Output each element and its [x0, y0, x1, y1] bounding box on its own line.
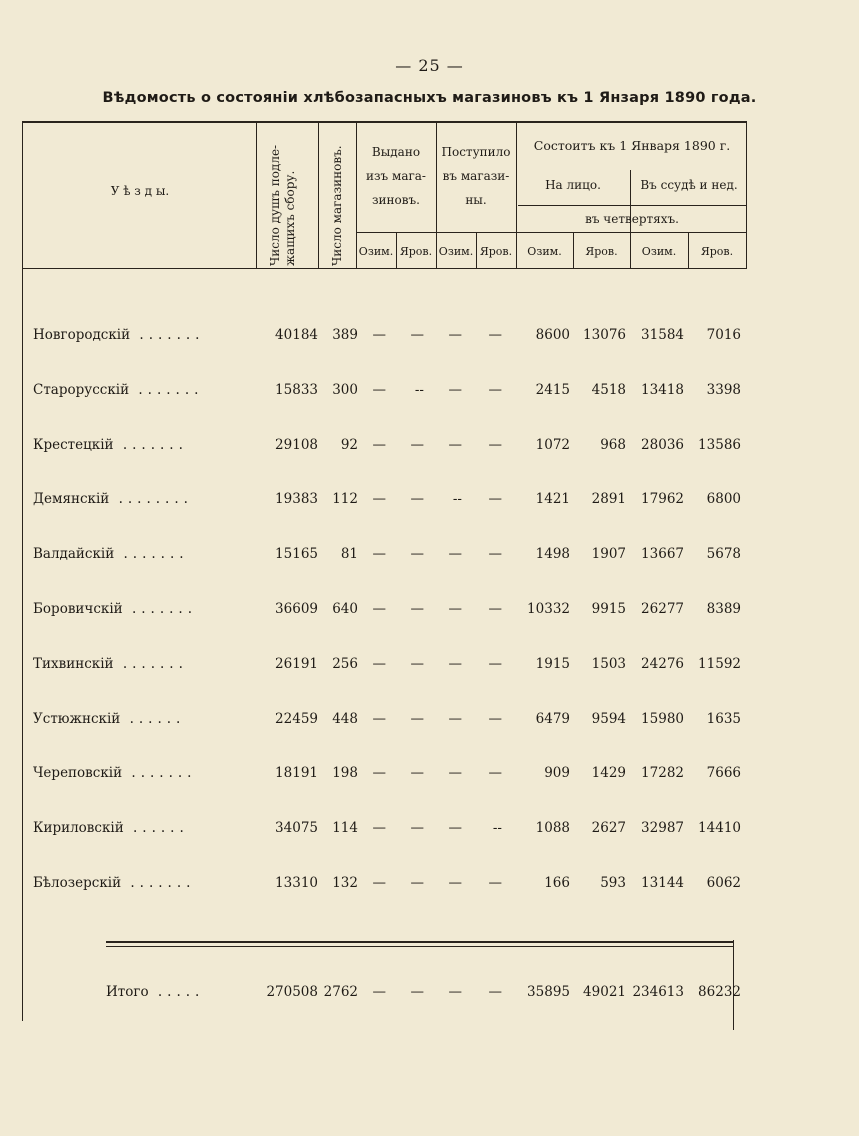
cell-post-yarov: — [488, 875, 502, 891]
cell-ss-yarov: 1635 [706, 710, 741, 727]
header-vyd-ozim: Озим. [358, 245, 394, 258]
row-leader-dots: ....... [114, 546, 189, 563]
cell-dushi: 36609 [275, 601, 318, 617]
cell-post-ozim: — [448, 327, 462, 343]
row-leader-dots: ...... [123, 820, 189, 837]
cell-vyd-ozim: — [372, 601, 386, 617]
cell-nal-yarov: 13076 [583, 327, 626, 343]
cell-nal-ozim: 10332 [527, 601, 570, 617]
row-leader-dots: ....... [113, 436, 188, 453]
cell-nal-ozim: 8600 [535, 327, 570, 343]
page-number: — 25 — [395, 56, 464, 75]
cell-dushi: 19383 [275, 491, 318, 508]
row-name-text: Итого [106, 984, 149, 1000]
header-uezdy: У ѣ з д ы. [110, 184, 170, 198]
cell-magaziny: 114 [332, 820, 358, 837]
cell-dushi: 34075 [275, 820, 318, 837]
cell-nal-yarov: 593 [600, 875, 626, 891]
cell-magaziny: 112 [332, 491, 358, 508]
cell-nal-ozim: 6479 [535, 710, 570, 727]
row-name [33, 382, 253, 398]
cell-vyd-ozim: — [372, 491, 386, 508]
cell-vyd-yarov: — [410, 327, 424, 343]
cell-ss-ozim: 17962 [641, 491, 684, 508]
cell-ss-yarov: 3398 [706, 381, 741, 398]
row-name [33, 546, 253, 562]
subheader-divider [518, 205, 746, 206]
cell-vyd-yarov: — [410, 875, 424, 891]
row-name [33, 765, 253, 781]
cell-post-yarov: — [488, 601, 502, 617]
header-ss-yarov: Яров. [700, 245, 734, 258]
header-nal-yarov: Яров. [585, 245, 618, 258]
row-name [33, 437, 253, 453]
cell-ss-ozim: 15980 [641, 710, 684, 727]
total-rule-2 [106, 946, 734, 947]
cell-nal-yarov: 968 [600, 436, 626, 453]
cell-post-ozim: -- [452, 491, 462, 508]
cell-ss-ozim: 32987 [641, 820, 684, 837]
cell-ss-ozim: 26277 [641, 601, 684, 617]
cell-ss-yarov: 86232 [698, 984, 741, 1000]
row-leader-dots: ...... [120, 710, 186, 727]
cell-post-yarov: -- [492, 820, 502, 837]
header-sostoit: Состоитъ къ 1 Января 1890 г. [533, 138, 731, 153]
cell-dushi: 15165 [275, 546, 318, 563]
cell-vyd-yarov: -- [414, 381, 424, 398]
cell-vyd-yarov: — [410, 655, 424, 672]
cell-ss-yarov: 6800 [706, 491, 741, 508]
row-name-text: Валдайскій [33, 546, 115, 563]
cell-post-ozim: — [448, 601, 462, 617]
row-name [33, 820, 253, 836]
cell-ss-yarov: 8389 [706, 601, 741, 617]
header-v-chetvertyakh: въ четвертяхъ. [585, 212, 679, 226]
cell-nal-ozim: 35895 [527, 984, 570, 1000]
header-ss-ozim: Озим. [641, 245, 677, 258]
cell-magaziny: 640 [332, 601, 358, 617]
row-name-text: Крестецкій [33, 436, 114, 453]
header-post-yarov: Яров. [479, 245, 513, 258]
row-leader-dots: ....... [129, 381, 204, 398]
cell-nal-yarov: 9594 [591, 710, 626, 727]
cell-ss-yarov: 5678 [706, 546, 741, 563]
cell-post-ozim: — [448, 381, 462, 398]
header-dushi-line1: Число душъ подле- [268, 144, 282, 266]
cell-nal-yarov: 4518 [591, 381, 626, 398]
cell-vyd-ozim: — [372, 327, 386, 343]
cell-nal-yarov: 2891 [591, 491, 626, 508]
cell-vyd-yarov: — [410, 601, 424, 617]
header-vyd-yarov: Яров. [399, 245, 433, 258]
row-leader-dots: ..... [148, 984, 205, 1000]
cell-nal-ozim: 1072 [535, 436, 570, 453]
cell-vyd-ozim: — [372, 710, 386, 727]
header-nal-ozim: Озим. [527, 245, 562, 258]
cell-dushi: 15833 [275, 381, 318, 398]
cell-ss-yarov: 13586 [698, 436, 741, 453]
cell-nal-ozim: 1421 [535, 491, 570, 508]
cell-magaziny: 132 [332, 875, 358, 891]
cell-magaziny: 2762 [323, 984, 358, 1000]
cell-ss-ozim: 13667 [641, 546, 684, 563]
cell-post-ozim: — [448, 820, 462, 837]
row-name-text: Новгородскій [33, 327, 131, 343]
cell-magaziny: 300 [332, 381, 358, 398]
cell-dushi: 18191 [275, 765, 318, 782]
row-name [33, 656, 253, 672]
cell-ss-yarov: 7666 [706, 765, 741, 782]
header-post-ozim: Озим. [438, 245, 474, 258]
total-rule-1 [106, 941, 734, 943]
cell-post-ozim: — [448, 655, 462, 672]
cell-vyd-yarov: — [410, 491, 424, 508]
cell-ss-ozim: 17282 [641, 765, 684, 782]
cell-vyd-yarov: — [410, 546, 424, 563]
row-name-text: Устюжнскій [33, 710, 121, 727]
cell-vyd-yarov: — [410, 820, 424, 837]
col-divider [256, 121, 257, 268]
row-name-text: Кириловскій [33, 820, 124, 837]
cell-vyd-ozim: — [372, 655, 386, 672]
cell-vyd-ozim: — [372, 984, 386, 1000]
cell-post-yarov: — [488, 765, 502, 782]
row-name-text: Бѣлозерскій [33, 875, 122, 891]
cell-ss-ozim: 28036 [641, 436, 684, 453]
cell-dushi: 40184 [275, 327, 318, 343]
cell-vyd-ozim: — [372, 765, 386, 782]
cell-dushi: 270508 [266, 984, 318, 1000]
cell-ss-ozim: 13418 [641, 381, 684, 398]
cell-magaziny: 198 [332, 765, 358, 782]
cell-ss-yarov: 14410 [698, 820, 741, 837]
cell-dushi: 29108 [275, 436, 318, 453]
cell-nal-yarov: 49021 [583, 984, 626, 1000]
cell-magaziny: 448 [332, 710, 358, 727]
cell-dushi: 13310 [275, 875, 318, 891]
cell-post-yarov: — [488, 546, 502, 563]
row-name-text: Старорусскій [33, 381, 130, 398]
cell-vyd-ozim: — [372, 436, 386, 453]
row-leader-dots: ....... [122, 765, 197, 782]
header-magaziny: Число магазиновъ. [330, 145, 344, 266]
cell-vyd-ozim: — [372, 546, 386, 563]
cell-nal-ozim: 166 [544, 875, 570, 891]
cell-nal-yarov: 2627 [591, 820, 626, 837]
cell-post-yarov: — [488, 491, 502, 508]
row-name-text: Тихвинскій [33, 655, 114, 672]
cell-ss-ozim: 234613 [632, 984, 684, 1000]
cell-post-yarov: — [488, 436, 502, 453]
cell-post-ozim: — [448, 710, 462, 727]
cell-magaziny: 92 [340, 436, 358, 453]
cell-magaziny: 389 [332, 327, 358, 343]
cell-nal-yarov: 1429 [591, 765, 626, 782]
cell-nal-ozim: 2415 [535, 381, 570, 398]
cell-nal-ozim: 1088 [535, 820, 570, 837]
header-bottom-border [22, 268, 747, 269]
cell-magaziny: 81 [340, 546, 358, 563]
cell-vyd-ozim: — [372, 820, 386, 837]
cell-ss-ozim: 31584 [641, 327, 684, 343]
cell-ss-yarov: 6062 [706, 875, 741, 891]
row-name [33, 491, 253, 507]
cell-post-yarov: — [488, 710, 502, 727]
cell-dushi: 26191 [275, 655, 318, 672]
header-dushi [268, 145, 298, 266]
cell-ss-yarov: 7016 [706, 327, 741, 343]
cell-post-ozim: — [448, 984, 462, 1000]
row-leader-dots: ........ [109, 491, 193, 508]
cell-vyd-ozim: — [372, 875, 386, 891]
cell-post-ozim: — [448, 436, 462, 453]
cell-dushi: 22459 [275, 710, 318, 727]
cell-nal-yarov: 1503 [591, 655, 626, 672]
cell-post-ozim: — [448, 765, 462, 782]
cell-post-yarov: — [488, 984, 502, 1000]
row-name-text: Череповскій [33, 765, 123, 782]
cell-post-ozim: — [448, 875, 462, 891]
header-dushi-line2: жащихъ сбору. [283, 170, 297, 266]
cell-vyd-yarov: — [410, 765, 424, 782]
cell-nal-yarov: 1907 [591, 546, 626, 563]
cell-vyd-ozim: — [372, 381, 386, 398]
header-na-litso: На лицо. [545, 178, 601, 192]
cell-nal-ozim: 909 [544, 765, 570, 782]
header-v-ssude: Въ ссудѣ и нед. [640, 178, 738, 192]
row-name [33, 875, 253, 891]
cell-vyd-yarov: — [410, 710, 424, 727]
cell-ss-ozim: 13144 [641, 875, 684, 891]
row-name-text: Демянскій [33, 491, 110, 508]
cell-vyd-yarov: — [410, 436, 424, 453]
cell-ss-yarov: 11592 [698, 655, 741, 672]
cell-nal-ozim: 1915 [535, 655, 570, 672]
header-postupilo: Поступило въ магази- ны. [441, 145, 511, 207]
row-leader-dots: ....... [130, 327, 205, 343]
cell-ss-ozim: 24276 [641, 655, 684, 672]
row-leader-dots: ....... [113, 655, 188, 672]
cell-post-yarov: — [488, 327, 502, 343]
cell-nal-yarov: 9915 [591, 601, 626, 617]
row-name-text: Боровичскій [33, 601, 123, 617]
row-leader-dots: ....... [122, 601, 197, 617]
table-top-border [22, 121, 747, 123]
row-name [33, 711, 253, 727]
row-leader-dots: ....... [121, 875, 196, 891]
cell-post-yarov: — [488, 381, 502, 398]
table-left-border [22, 121, 23, 1021]
cell-magaziny: 256 [332, 655, 358, 672]
header-vydano: Выдано изъ мага- зиновъ. [366, 145, 426, 207]
row-name [33, 327, 253, 343]
cell-post-yarov: — [488, 655, 502, 672]
cell-vyd-yarov: — [410, 984, 424, 1000]
page-title: Вѣдомость о состояніи хлѣбозапасныхъ магазиновъ къ 1 Янзаря 1890 года. [102, 90, 757, 106]
col-divider [318, 121, 319, 268]
row-name [33, 601, 253, 617]
cell-nal-ozim: 1498 [535, 546, 570, 563]
cell-post-ozim: — [448, 546, 462, 563]
